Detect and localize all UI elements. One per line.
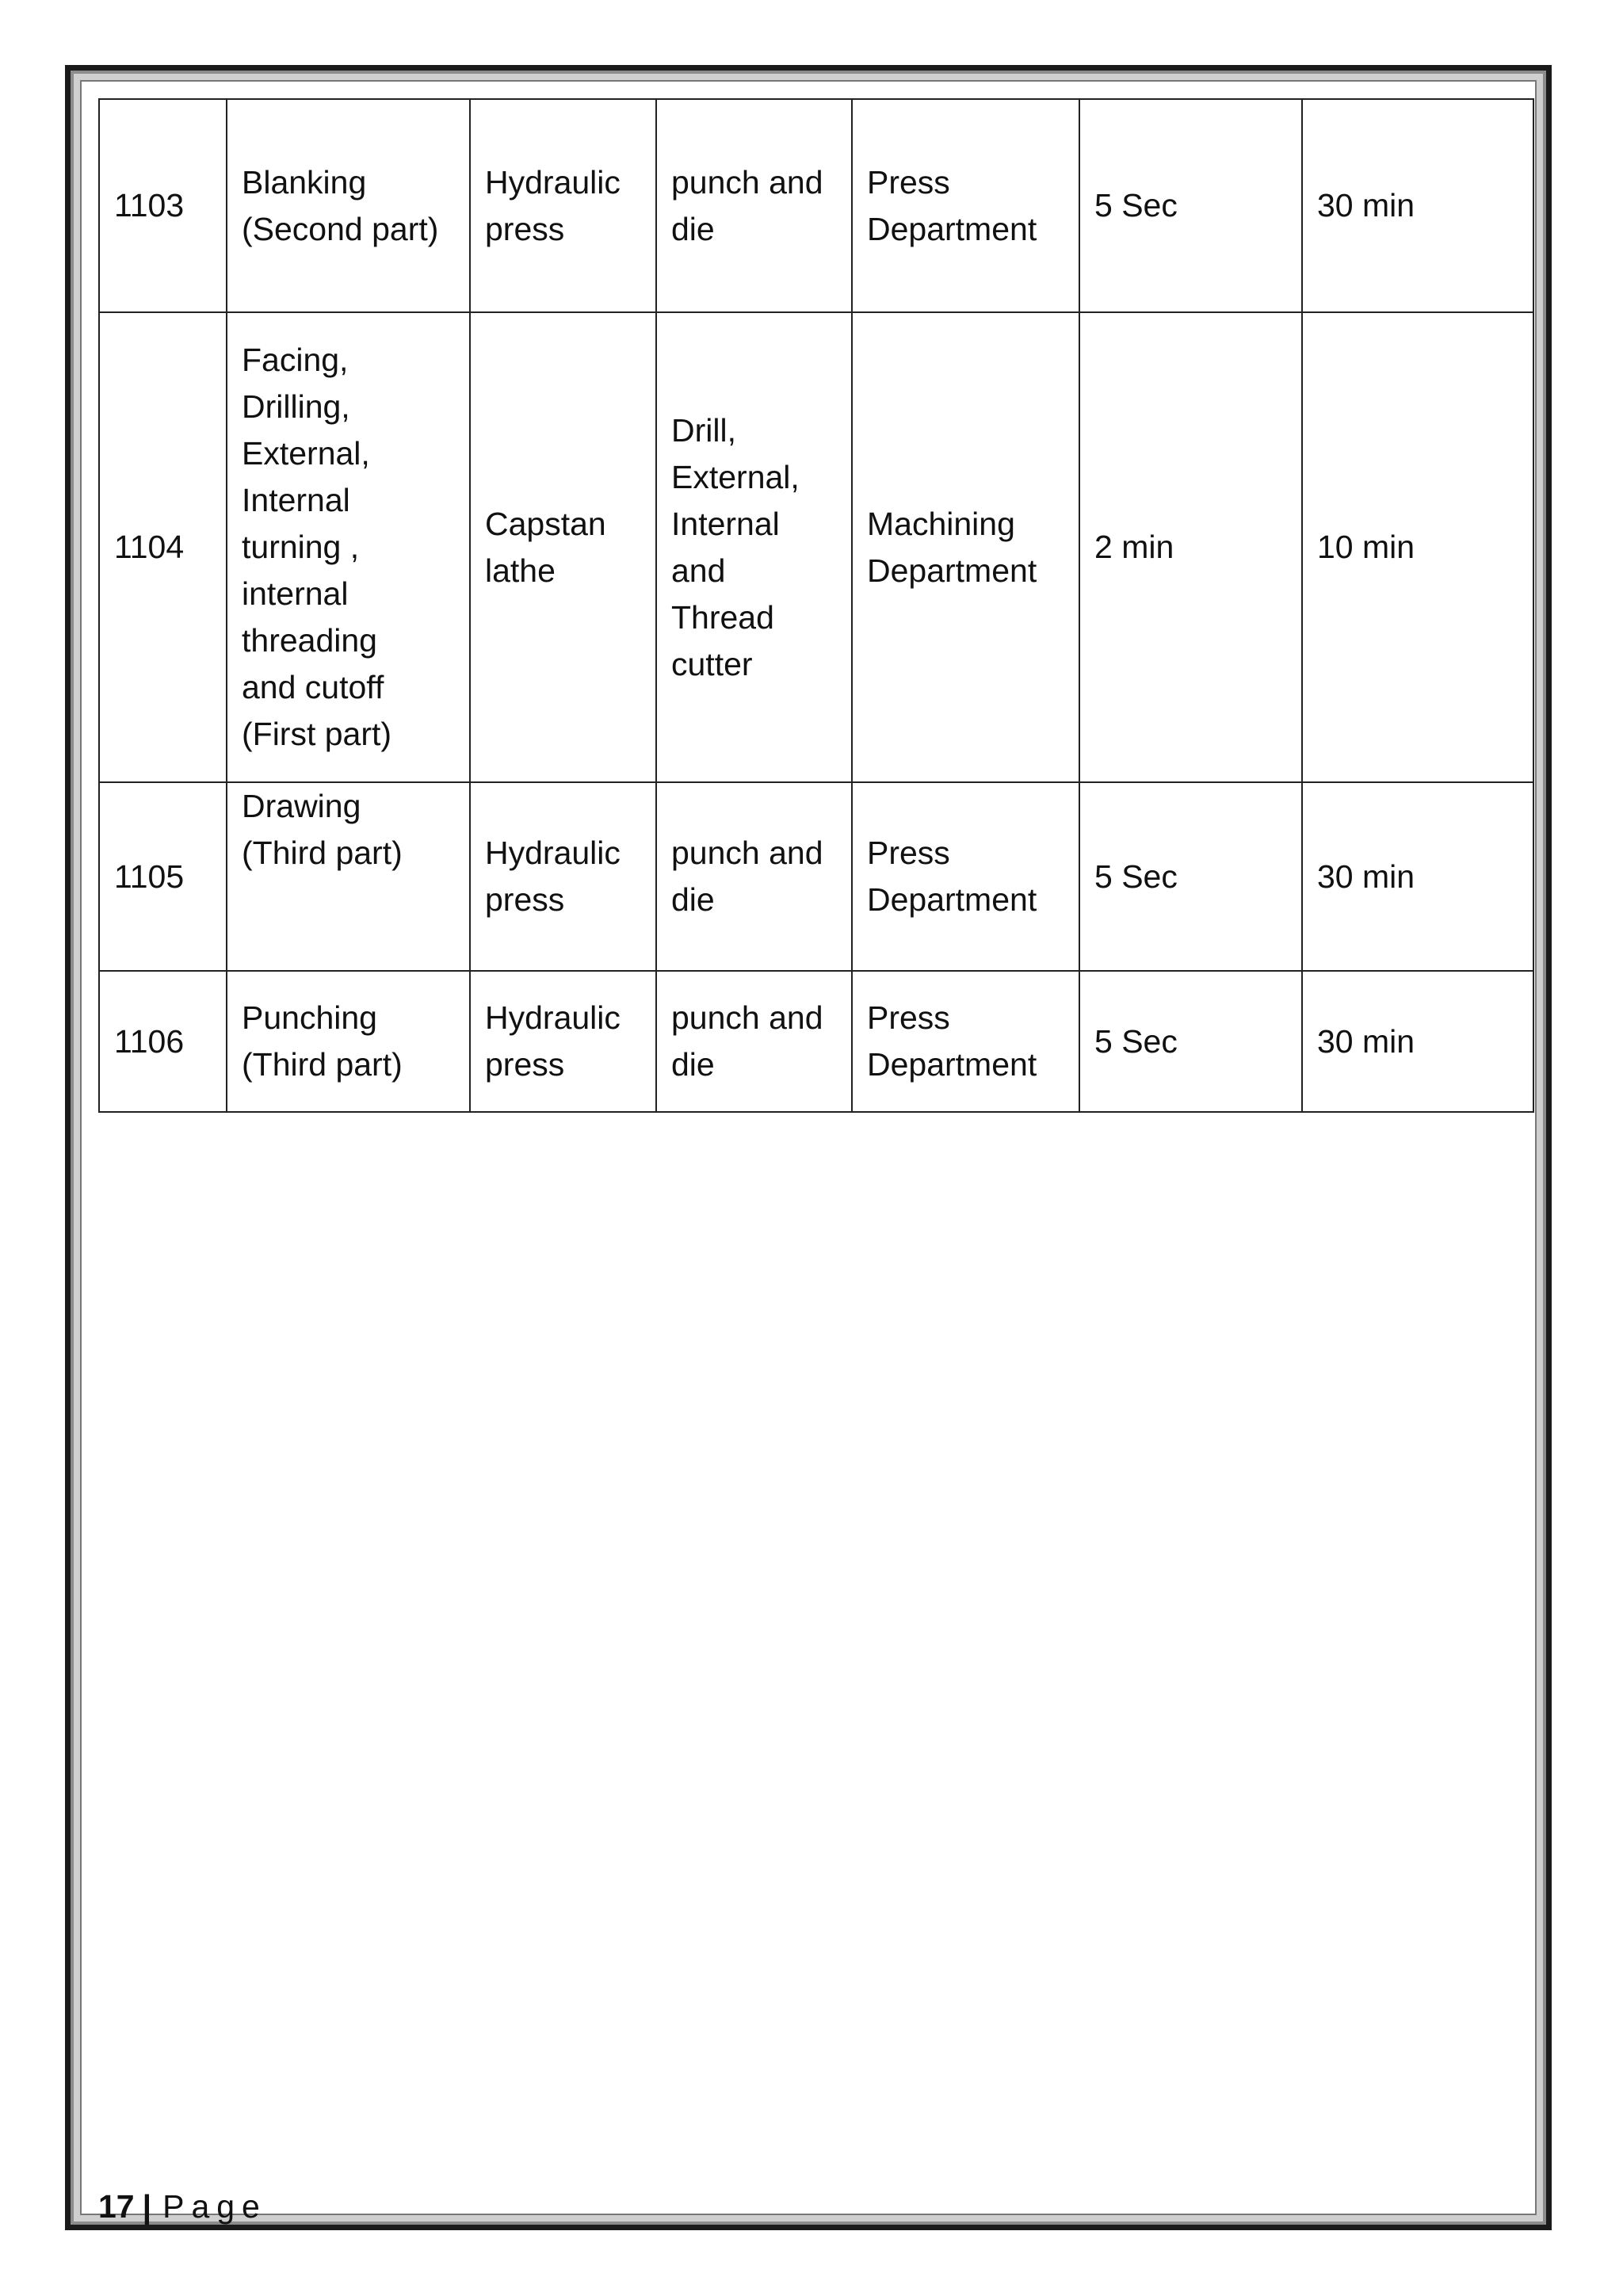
operation-description-cell: Drawing (Third part)	[227, 782, 470, 971]
department-cell: Press Department	[852, 99, 1079, 312]
tool-cell: punch and die	[656, 99, 852, 312]
page-number: 17	[98, 2188, 135, 2225]
operation-description-cell: Blanking (Second part)	[227, 99, 470, 312]
machine-cell: Hydraulic press	[470, 971, 656, 1112]
setup-time-cell: 30 min	[1302, 782, 1533, 971]
page-label: Page	[162, 2188, 267, 2225]
cycle-time-cell: 5 Sec	[1079, 971, 1302, 1112]
operation-id-cell: 1104	[99, 312, 227, 782]
tool-cell: punch and die	[656, 782, 852, 971]
cycle-time-cell: 5 Sec	[1079, 99, 1302, 312]
footer-separator: |	[142, 2188, 152, 2225]
operation-id-cell: 1105	[99, 782, 227, 971]
department-cell: Machining Department	[852, 312, 1079, 782]
operation-description-cell: Punching (Third part)	[227, 971, 470, 1112]
table-row	[99, 971, 1533, 1112]
machine-cell: Capstan lathe	[470, 312, 656, 782]
operation-description-cell: Facing, Drilling, External, Internal turning , internal threading and cutoff (First part)	[227, 312, 470, 782]
cycle-time-cell: 5 Sec	[1079, 782, 1302, 971]
operations-table	[98, 98, 1534, 1113]
operation-id-cell: 1103	[99, 99, 227, 312]
department-cell: Press Department	[852, 782, 1079, 971]
setup-time-cell: 30 min	[1302, 99, 1533, 312]
department-cell: Press Department	[852, 971, 1079, 1112]
page-footer	[98, 2184, 267, 2229]
setup-time-cell: 10 min	[1302, 312, 1533, 782]
machine-cell: Hydraulic press	[470, 782, 656, 971]
table-row	[99, 312, 1533, 782]
cycle-time-cell: 2 min	[1079, 312, 1302, 782]
operation-id-cell: 1106	[99, 971, 227, 1112]
document-content	[98, 98, 1533, 1113]
machine-cell: Hydraulic press	[470, 99, 656, 312]
tool-cell: punch and die	[656, 971, 852, 1112]
setup-time-cell: 30 min	[1302, 971, 1533, 1112]
table-row	[99, 99, 1533, 312]
tool-cell: Drill, External, Internal and Thread cutter	[656, 312, 852, 782]
table-row	[99, 782, 1533, 971]
